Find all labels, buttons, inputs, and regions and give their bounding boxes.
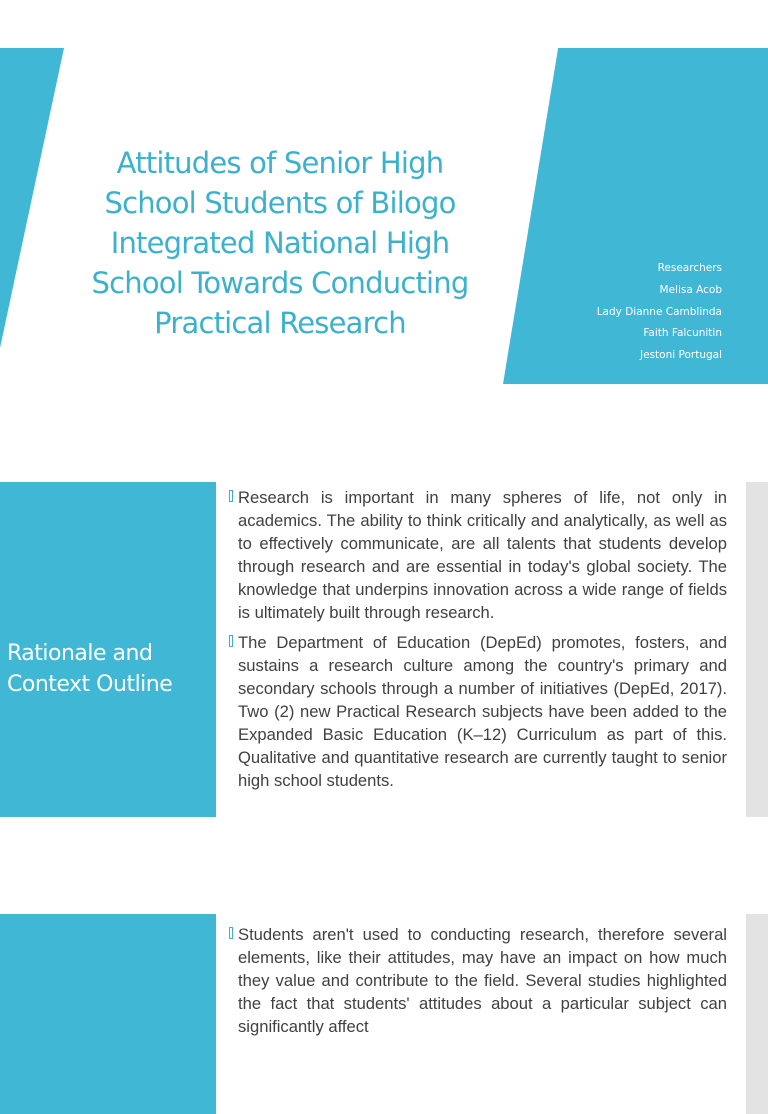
bullet-icon bbox=[229, 927, 233, 939]
researcher-name: Jestoni Portugal bbox=[640, 349, 722, 362]
bullet-icon bbox=[229, 490, 233, 502]
researchers-list bbox=[502, 258, 722, 367]
section-heading-box bbox=[0, 482, 216, 817]
bullet-list bbox=[229, 486, 727, 799]
rationale-slide bbox=[0, 462, 768, 857]
bullet-text: Research is important in many spheres of life, not only in academics. The ability to think critically and analytically, as well as to effectively communicate, are all talents that students develop through research and are essential in today's global society. The knowledge that underpins innovation across a wide range of fields is ultimately built through research. bbox=[238, 488, 727, 622]
bullet-item bbox=[229, 486, 727, 624]
section-heading-box bbox=[0, 914, 216, 1114]
researcher-name: Lady Dianne Camblinda bbox=[596, 305, 722, 318]
researchers-label: Researchers bbox=[657, 262, 722, 274]
bullet-text: The Department of Education (DepEd) promotes, fosters, and sustains a research culture among the country's primary and secondary schools through a number of initiatives (DepEd, 2017). Two (2) new Practical Research subjects have been added to the Expanded Basic Education (K–12) Curriculum as part of this. Qualitative and quantitative research are currently taught to senior high school students. bbox=[238, 633, 727, 790]
right-edge-bar bbox=[746, 914, 768, 1114]
researcher-name: Faith Falcunitin bbox=[643, 327, 722, 340]
presentation-title: Attitudes of Senior High School Students of Bilogo Integrated National High School Towards Conducting Practical Research bbox=[91, 146, 469, 340]
bullet-item bbox=[229, 923, 727, 1038]
researcher-name: Melisa Acob bbox=[659, 283, 722, 296]
left-accent-shape bbox=[0, 48, 64, 348]
section-heading: Rationale and Context Outline bbox=[7, 641, 173, 697]
bullet-item bbox=[229, 631, 727, 792]
bullet-icon bbox=[229, 635, 233, 647]
attitudes-slide bbox=[0, 896, 768, 1036]
right-edge-bar bbox=[746, 482, 768, 817]
bullet-text: Students aren't used to conducting research, therefore several elements, like their attitudes, may have an impact on how much they value and contribute to the field. Several studies highlighted the fact that students' attitudes about a particular subject can significantly affect bbox=[238, 925, 727, 1036]
title-slide bbox=[0, 0, 768, 430]
bullet-list bbox=[229, 923, 727, 1045]
